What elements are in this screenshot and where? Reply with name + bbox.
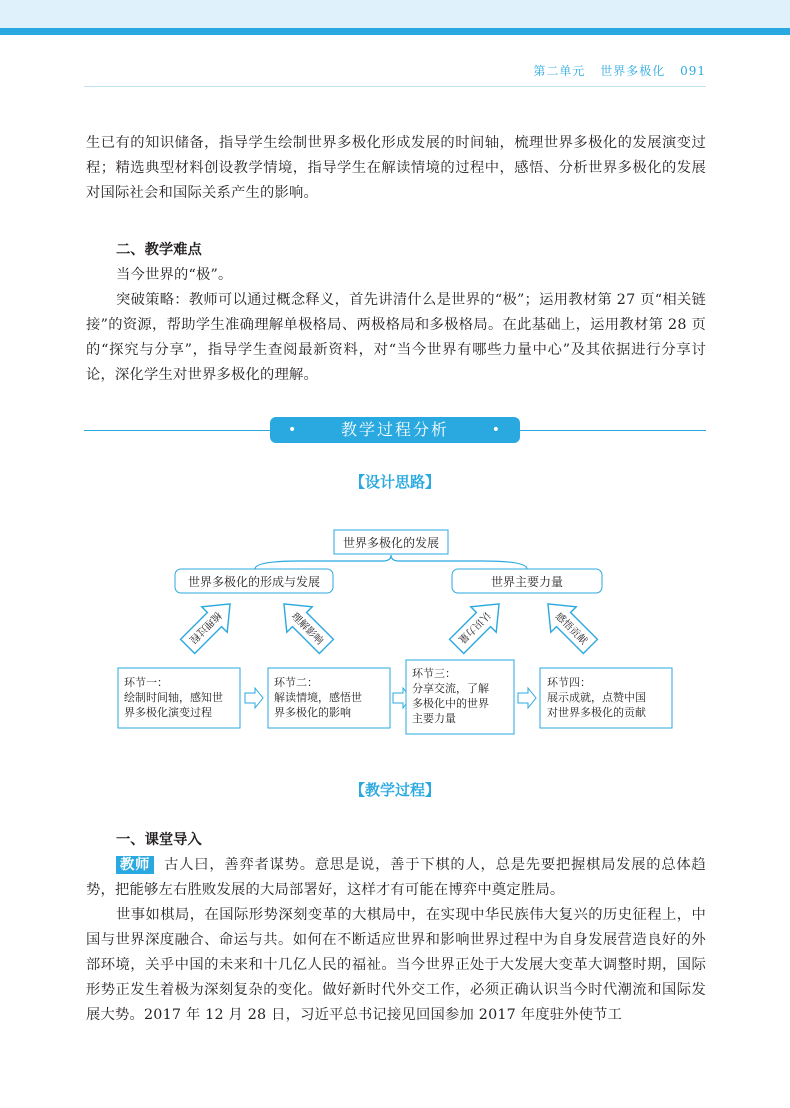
step-body-3c: 主要力量 (412, 712, 456, 725)
teacher-text: 古人曰，善弈者谋势。意思是说，善于下棋的人，总是先要把握棋局发展的总体趋势，把能够左右胜败发展的大局部署好，这样才有可能在博弈中奠定胜局。 (86, 857, 706, 898)
design-heading: 【设计思路】 (349, 473, 440, 491)
paragraph-intro: 生已有的知识储备，指导学生绘制世界多极化形成发展的时间轴，梳理世界多极化的发展演变过程；精选典型材料创设教学情境，指导学生在解读情境的过程中，感悟、分析世界多极化的发展对国际社会和国际关系产生的影响。 (86, 135, 706, 201)
arrow-1 (175, 591, 243, 659)
banner-title: 教学过程分析 (340, 420, 449, 439)
step-body-2b: 界多极化的影响 (274, 706, 351, 719)
step-body-3a: 分享交流，了解 (412, 682, 489, 695)
diagram-brace (255, 555, 527, 569)
step-arrow-1 (245, 688, 263, 708)
step-title-1: 环节一： (124, 676, 168, 689)
arrow-4 (535, 591, 603, 659)
banner-dot-right: • (491, 422, 502, 438)
diagram-right-label: 世界主要力量 (490, 575, 564, 589)
arrow-3 (444, 591, 512, 659)
process-heading: 【教学过程】 (349, 781, 440, 799)
step-title-4: 环节四： (547, 676, 591, 689)
unit-title: 世界多极化 (600, 64, 666, 78)
arrow-label-3: 认识力量 (455, 608, 492, 645)
arrow-label-2: 理解影响 (288, 611, 325, 648)
paragraph-context: 世事如棋局，在国际形势深刻变革的大棋局中，在实现中华民族伟大复兴的历史征程上，中国与世界深度融合、命运与共。如何在不断适应世界和影响世界过程中为自身发展营造良好的外部环境，关乎中国的未来和十几亿人民的福祉。当今世界正处于大发展大变革大调整时期，国际形势正发生着极为深刻复杂的变化。做好新时代外交工作，必须正确认识当今时代潮流和国际发展大势。2017 年 12 月 28 日，习近平总书记接见回国参加 2017 年度驻外使节工 (86, 907, 706, 1023)
step-body-1b: 界多极化演变过程 (124, 706, 212, 719)
diagram-root-label: 世界多极化的发展 (342, 536, 440, 550)
step-title-2: 环节二： (274, 676, 318, 689)
heading-difficulty: 二、教学难点 (116, 242, 202, 258)
step-body-4b: 对世界多极化的贡献 (547, 706, 646, 719)
step-title-3: 环节三： (412, 667, 456, 680)
step-body-3b: 多极化中的世界 (412, 697, 489, 710)
heading-intro: 一、课堂导入 (116, 832, 202, 848)
step-body-2a: 解读情境，感悟世 (274, 691, 362, 704)
unit-label: 第二单元 (533, 64, 586, 78)
arrow-label-4: 感悟贡献 (552, 611, 589, 648)
paragraph-teacher (86, 853, 706, 903)
arrow-label-1: 梳理过程 (186, 608, 223, 645)
diagram-left-label: 世界多极化的形成与发展 (187, 575, 321, 589)
step-arrow-3 (518, 688, 536, 708)
arrow-2 (271, 591, 339, 659)
step-body-1a: 绘制时间轴，感知世 (124, 691, 223, 704)
banner-dot-left: • (288, 422, 299, 438)
teacher-tag: 教师 (116, 856, 154, 874)
step-body-4a: 展示成就，点赞中国 (547, 691, 646, 704)
paragraph-strategy: 突破策略：教师可以通过概念释义，首先讲清什么是世界的“极”；运用教材第 27 页“相关链接”的资源，帮助学生准确理解单极格局、两极格局和多极格局。在此基础上，运用教材第 28 页的“探究与分享”，指导学生查阅最新资料，对“当今世界有哪些力量中心”及其依据进行分享讨论，深化学生对世界多极化的理解。 (86, 292, 706, 383)
paragraph-difficulty: 当今世界的“极”。 (116, 267, 233, 283)
page-number: 091 (680, 64, 706, 78)
